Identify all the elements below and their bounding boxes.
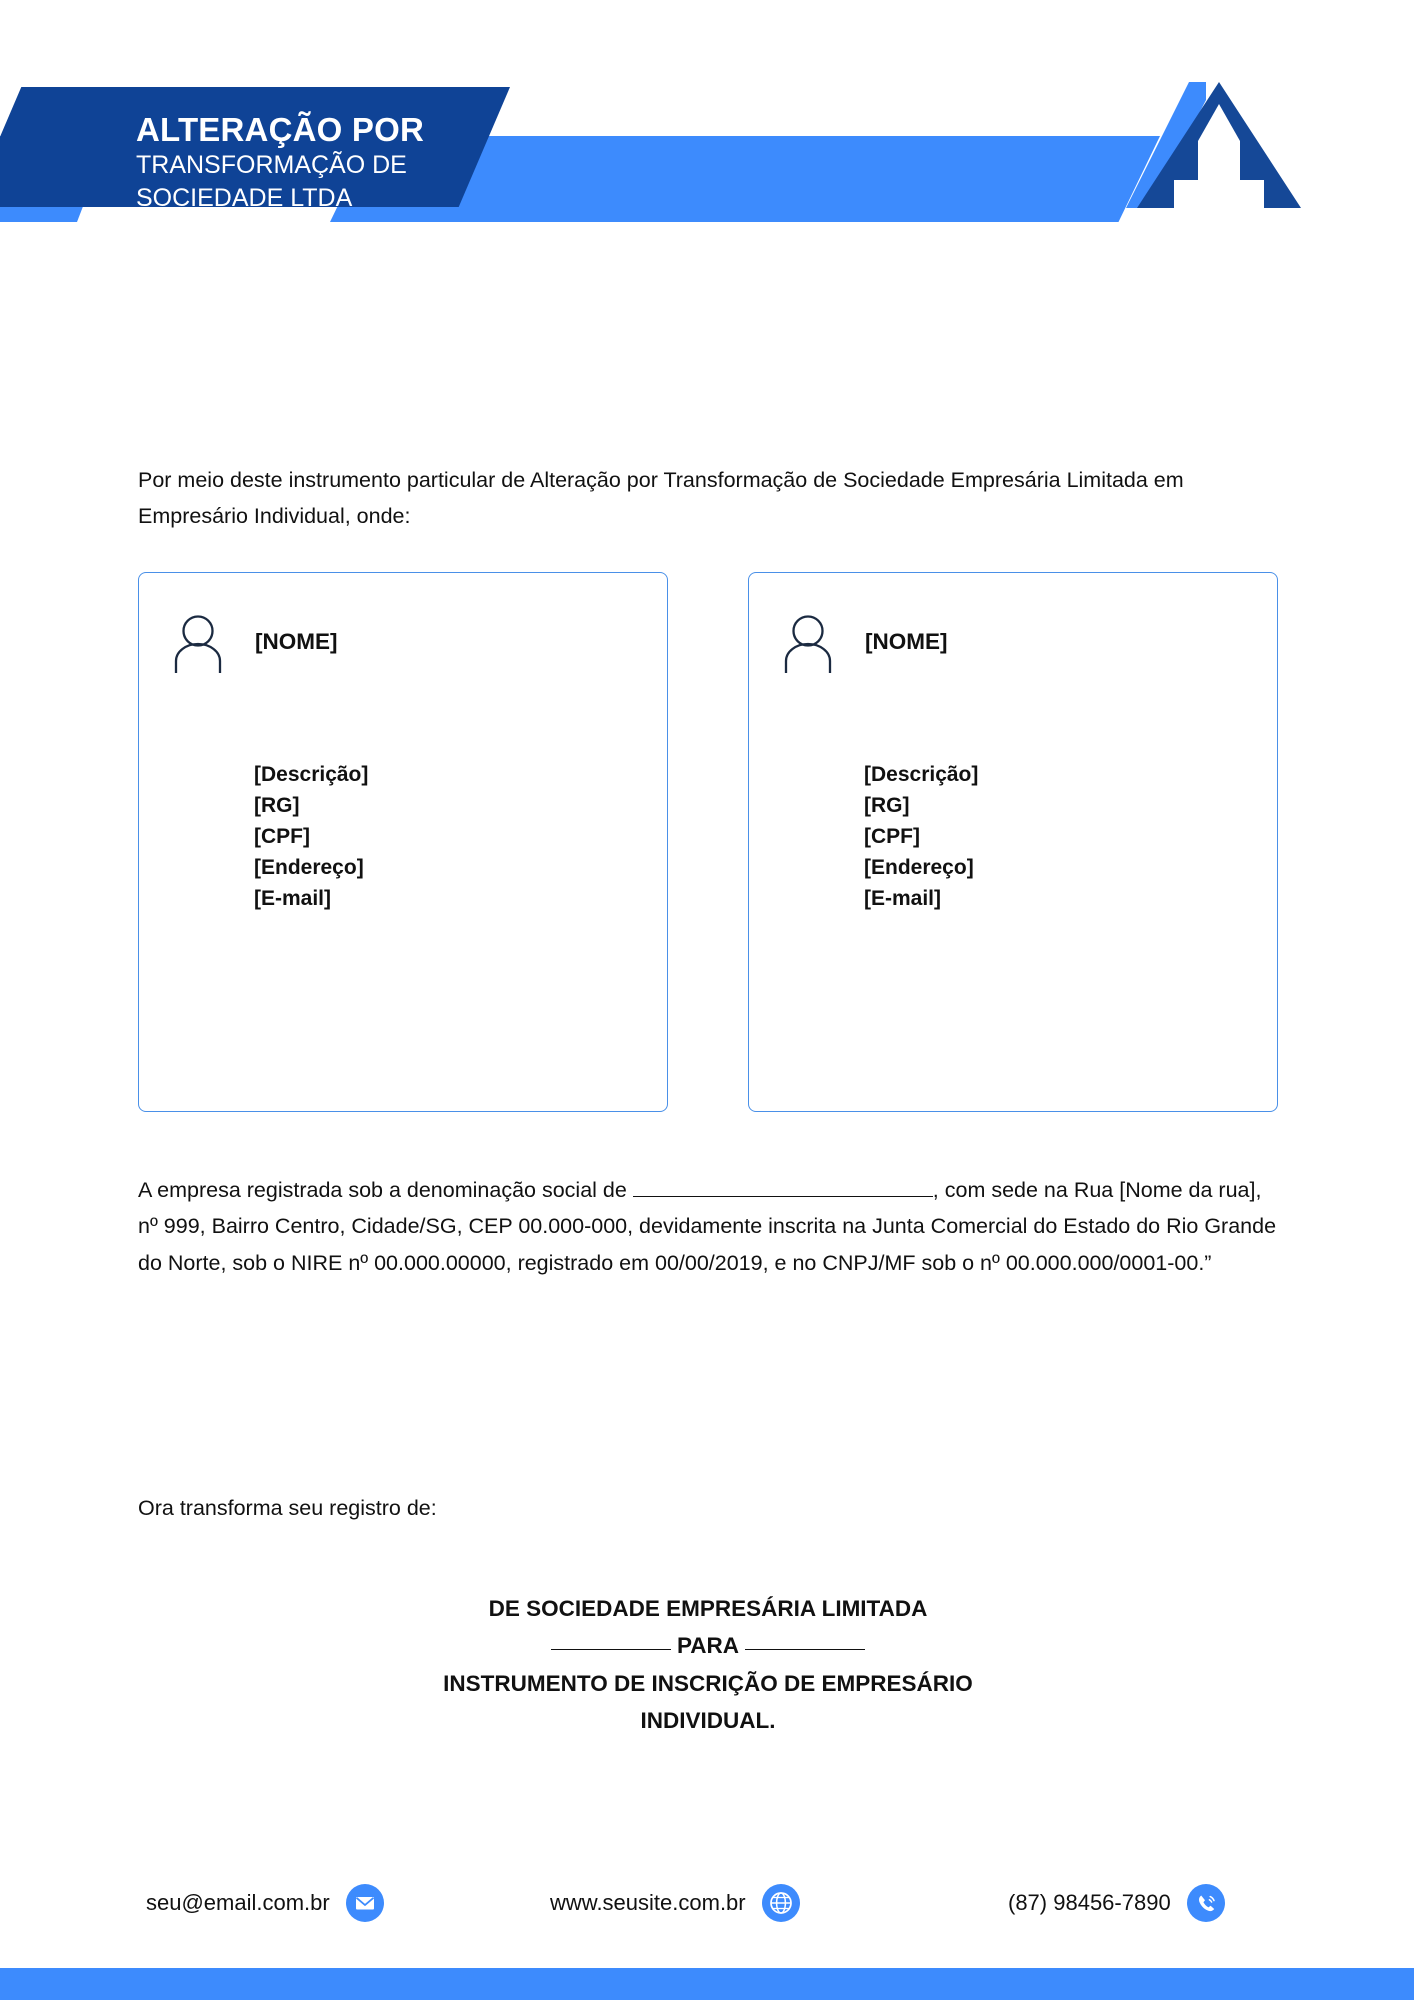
envelope-icon — [346, 1884, 384, 1922]
statement-para-word: PARA — [676, 1633, 740, 1659]
party-field-endereco: [Endereço] — [864, 856, 974, 880]
company-paragraph-part-1: A empresa registrada sob a denominação social de — [138, 1177, 633, 1202]
party-field-rg: [RG] — [254, 794, 300, 818]
statement-line-from: DE SOCIEDADE EMPRESÁRIA LIMITADA — [488, 1596, 928, 1621]
party-card — [138, 572, 668, 1112]
footer-phone-item[interactable] — [1008, 1884, 1225, 1922]
party-fields — [254, 759, 368, 914]
party-name: [NOME] — [255, 629, 338, 654]
blank-line-right[interactable] — [745, 1649, 865, 1650]
person-avatar-icon — [777, 611, 839, 673]
document-subtitle-line-1: TRANSFORMAÇÃO DE — [136, 150, 407, 179]
company-name-blank-line[interactable] — [633, 1196, 933, 1197]
party-field-cpf: [CPF] — [864, 825, 920, 849]
statement-line-to-2: INDIVIDUAL. — [640, 1708, 776, 1734]
upward-arrow-logo — [1088, 74, 1318, 208]
footer-bottom-bar — [0, 1968, 1414, 2000]
party-fields — [864, 759, 978, 914]
party-card — [748, 572, 1278, 1112]
footer-website-item[interactable] — [550, 1884, 800, 1922]
card-header — [139, 573, 667, 673]
footer-email-text: seu@email.com.br — [146, 1890, 330, 1915]
party-name: [NOME] — [865, 629, 948, 654]
statement-line-para — [138, 1627, 1278, 1664]
blank-line-left[interactable] — [551, 1649, 671, 1650]
party-field-descricao: [Descrição] — [254, 763, 369, 786]
document-subtitle-line-2: SOCIEDADE LTDA — [136, 183, 353, 212]
company-paragraph-part-2: , com sede na Rua [Nome da rua], nº 999, Bairro Centro, Cidade/SG, CEP 00.000-000, devidamente inscrita na Junta Comercial do Estado do Rio Grande do Norte, sob o NIRE nº 00.000.00000, registrado em 00/00/2019, e no CNPJ/MF sob o nº 00.000.000/0001-00.” — [138, 1177, 1277, 1276]
ora-transforma-paragraph: Ora transforma seu registro de: — [138, 1495, 437, 1520]
party-field-rg: [RG] — [864, 794, 910, 818]
globe-icon — [762, 1884, 800, 1922]
party-field-email: [E-mail] — [254, 887, 332, 911]
party-field-email: [E-mail] — [864, 887, 942, 911]
phone-icon — [1187, 1884, 1225, 1922]
page-header — [0, 0, 1414, 270]
party-field-endereco: [Endereço] — [254, 856, 364, 880]
footer-website-text: www.seusite.com.br — [550, 1890, 746, 1915]
person-avatar-icon — [167, 611, 229, 673]
party-field-cpf: [CPF] — [254, 825, 310, 849]
party-cards-row — [138, 572, 1278, 1112]
footer-email-item[interactable] — [146, 1884, 384, 1922]
party-field-descricao: [Descrição] — [864, 763, 979, 786]
card-header — [749, 573, 1277, 673]
company-paragraph — [138, 1172, 1278, 1283]
statement-line-to-1: INSTRUMENTO DE INSCRIÇÃO DE EMPRESÁRIO — [443, 1670, 973, 1696]
header-title-block — [136, 112, 556, 215]
document-title: ALTERAÇÃO POR — [136, 111, 424, 148]
footer-phone-text: (87) 98456-7890 — [1008, 1890, 1171, 1915]
transformation-statement — [138, 1590, 1278, 1739]
page-footer — [0, 1884, 1414, 1948]
intro-paragraph: Por meio deste instrumento particular de Alteração por Transformação de Sociedade Empresária Limitada em Empresário Individual, onde: — [138, 467, 1184, 529]
